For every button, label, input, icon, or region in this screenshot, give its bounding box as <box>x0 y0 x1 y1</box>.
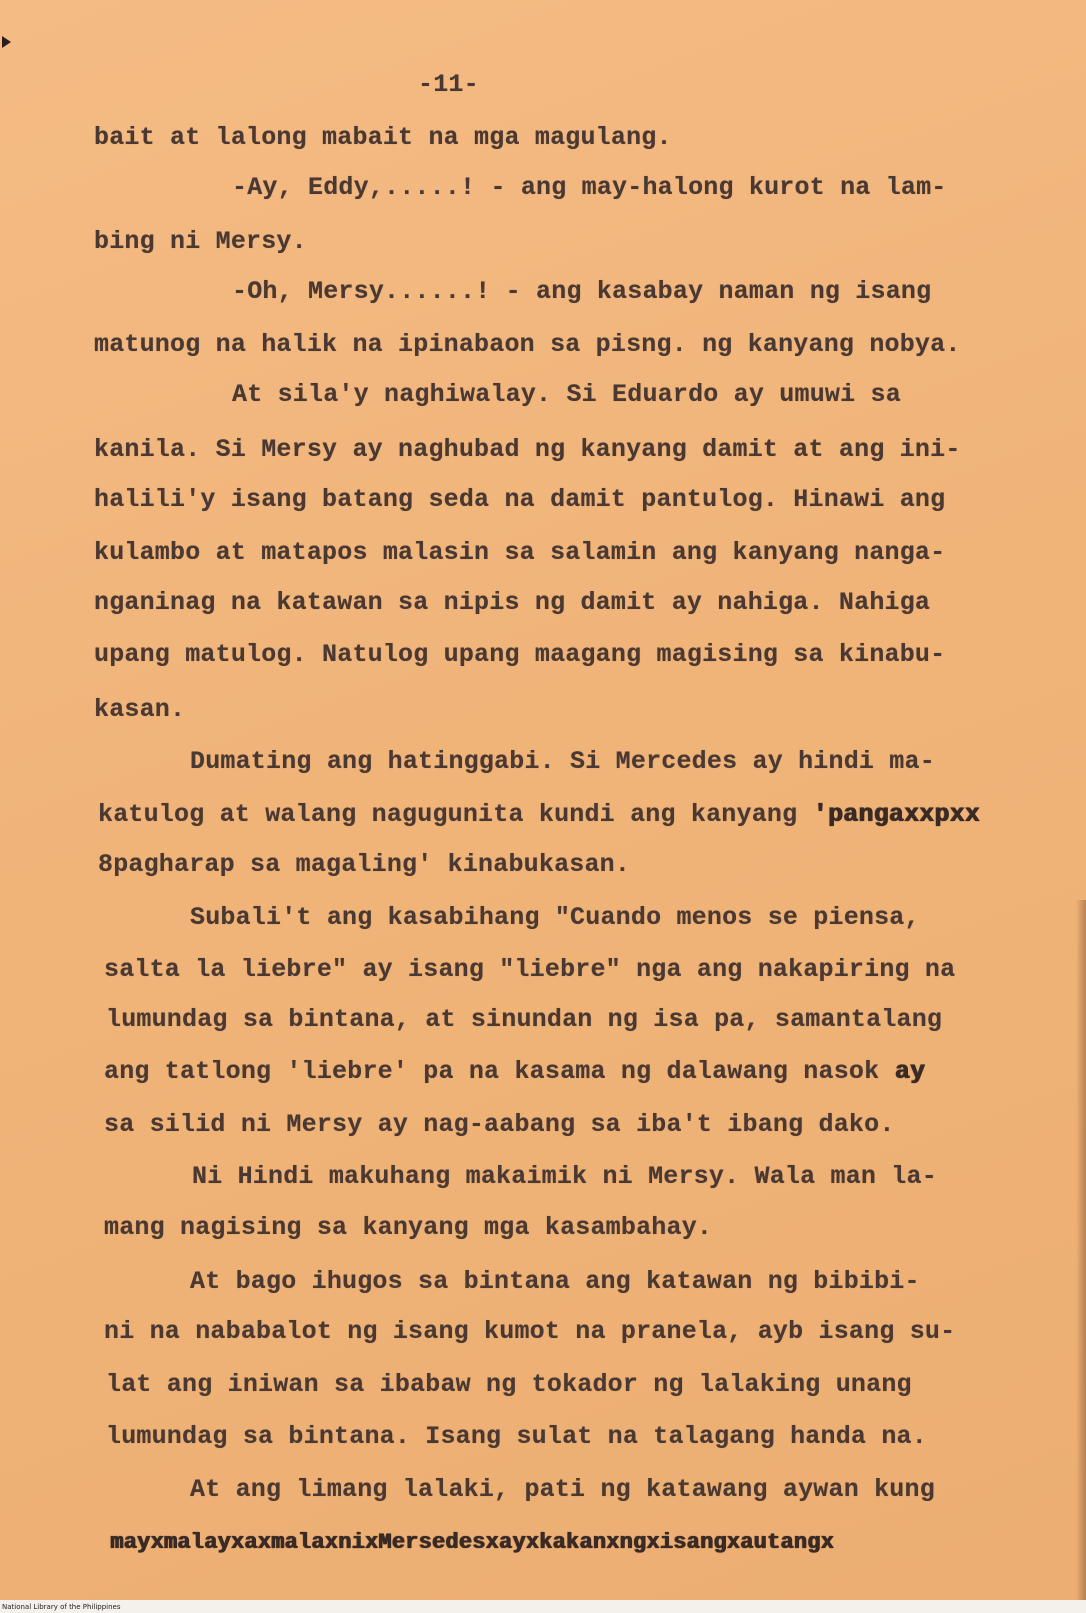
text-line: At bago ihugos sa bintana ang katawan ng bibibi- <box>190 1267 920 1296</box>
text-line: kulambo at matapos malasin sa salamin ang kanyang nanga- <box>94 538 946 567</box>
footer-band <box>0 1600 1086 1613</box>
struck-text: ay <box>894 1057 925 1086</box>
text-line: salta la liebre" ay isang "liebre" nga ang nakapiring na <box>104 955 956 984</box>
text-line: At sila'y naghiwalay. Si Eduardo ay umuwi sa <box>232 380 901 409</box>
text-line: matunog na halik na ipinabaon sa pisng. ng kanyang nobya. <box>94 330 961 359</box>
text-line: At ang limang lalaki, pati ng katawang aywan kung <box>190 1475 935 1504</box>
text-line: 8pagharap sa magaling' kinabukasan. <box>98 850 631 879</box>
text-line: katulog at walang nagugunita kundi ang kanyang 'pangaxxpxx <box>98 800 980 829</box>
text-line: kasan. <box>94 695 186 724</box>
text-line: lumundag sa bintana, at sinundan ng isa pa, samantalang <box>106 1005 943 1034</box>
page-edge-shadow <box>1076 900 1086 1600</box>
struck-text: mayxmalayxaxmalaxnixMersedesxayxkakanxngxisangxautangx <box>110 1530 834 1555</box>
page-number: -11- <box>418 70 479 99</box>
struck-line <box>110 1528 834 1558</box>
text-line: upang matulog. Natulog upang maagang magising sa kinabu- <box>94 640 946 669</box>
corner-mark <box>2 36 11 48</box>
text-line: ni na nababalot ng isang kumot na pranela, ayb isang su- <box>104 1317 956 1346</box>
text-line: lat ang iniwan sa ibabaw ng tokador ng lalaking unang <box>106 1370 912 1399</box>
text-line: kanila. Si Mersy ay naghubad ng kanyang damit at ang ini- <box>94 435 961 464</box>
text-line: lumundag sa bintana. Isang sulat na talagang handa na. <box>106 1422 927 1451</box>
text-line: nganinag na katawan sa nipis ng damit ay nahiga. Nahiga <box>94 588 931 617</box>
text-line: Dumating ang hatinggabi. Si Mercedes ay hindi ma- <box>190 747 935 776</box>
text-line: sa silid ni Mersy ay nag-aabang sa iba't ibang dako. <box>104 1110 895 1139</box>
text-line: Ni Hindi makuhang makaimik ni Mersy. Wala man la- <box>192 1162 937 1191</box>
text-line: bait at lalong mabait na mga magulang. <box>94 123 672 152</box>
struck-text: 'pangaxxpxx <box>812 800 980 829</box>
text-line: Subali't ang kasabihang "Cuando menos se piensa, <box>190 903 920 932</box>
text-line: ang tatlong 'liebre' pa na kasama ng dalawang nasok ay <box>104 1057 925 1086</box>
text-line: -Ay, Eddy,.....! - ang may-halong kurot na lam- <box>232 173 947 202</box>
text-line: mang nagising sa kanyang mga kasambahay. <box>104 1213 713 1242</box>
text-line: halili'y isang batang seda na damit pantulog. Hinawi ang <box>94 485 946 514</box>
text-line: bing ni Mersy. <box>94 227 307 256</box>
text-line: -Oh, Mersy......! - ang kasabay naman ng isang <box>232 277 932 306</box>
footer-credit: National Library of the Philippines <box>2 1603 121 1611</box>
